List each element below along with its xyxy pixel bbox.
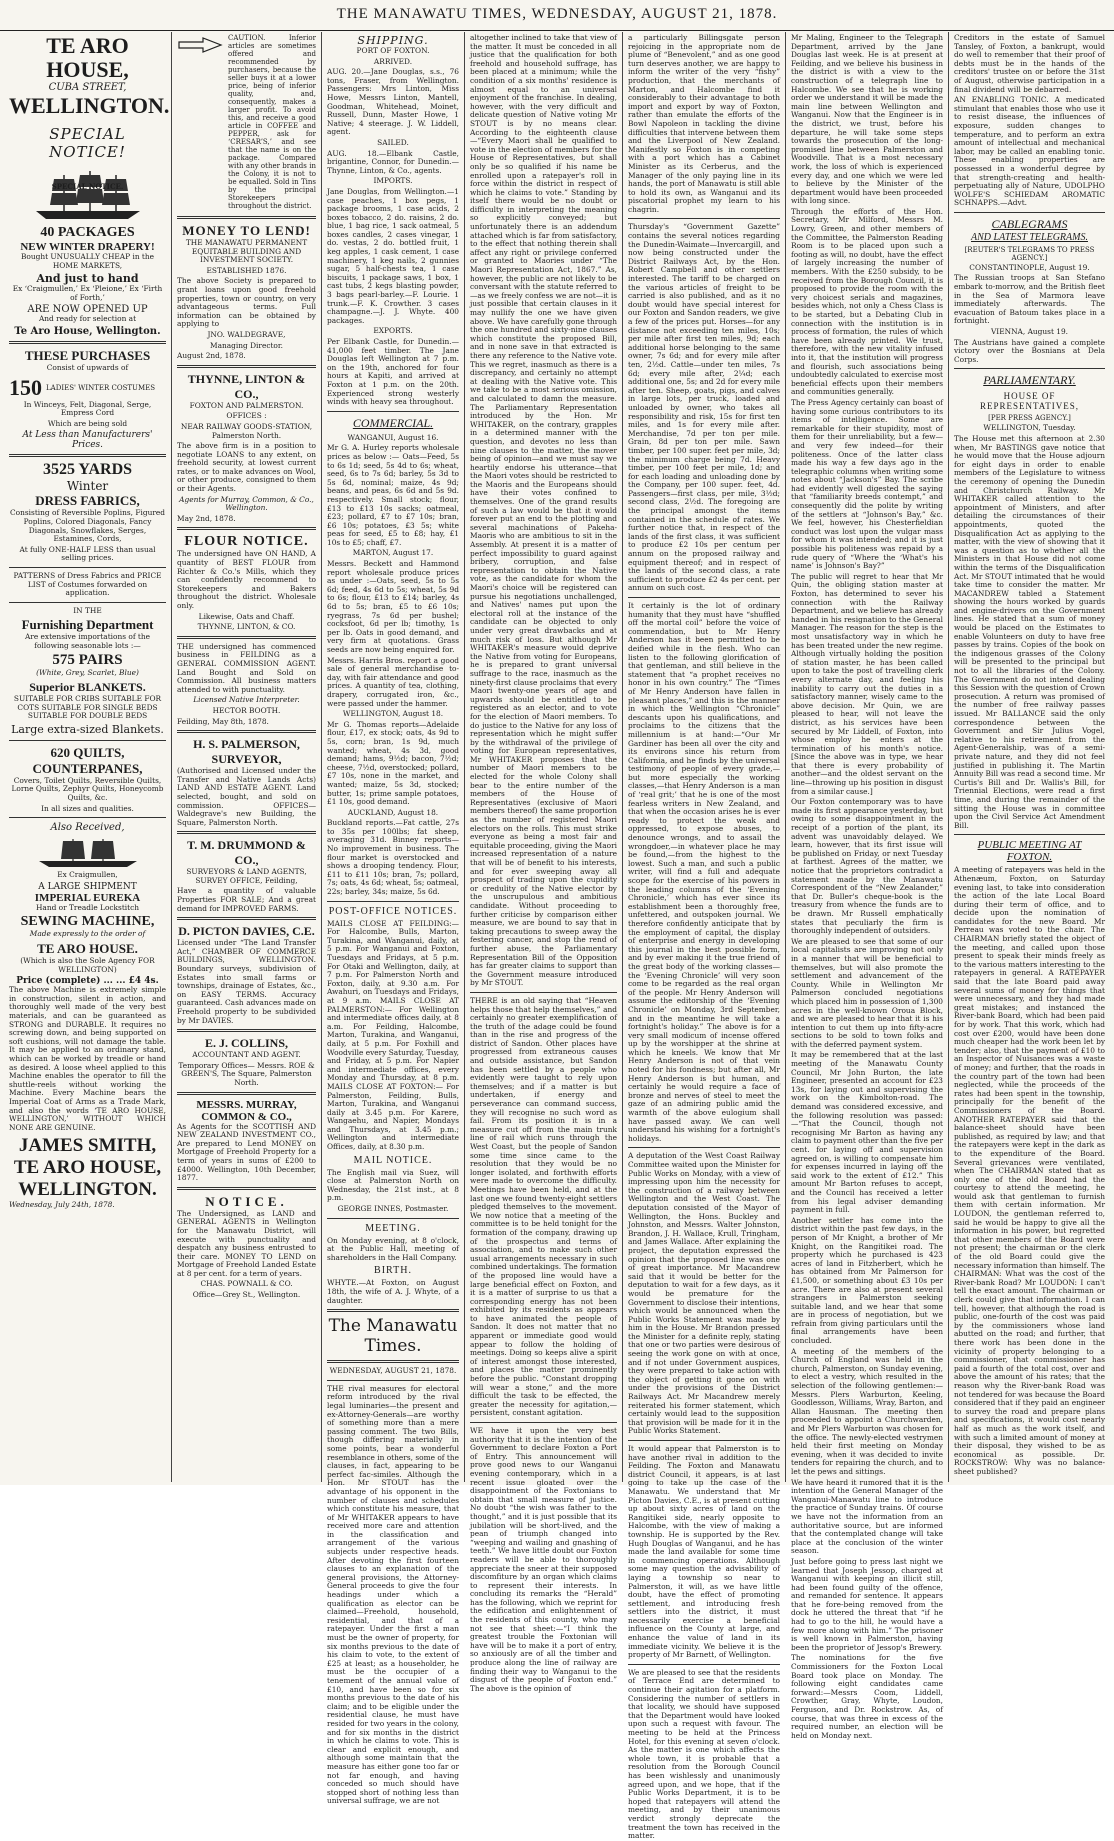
col5-text-5: It would appear that Palmerston is to have another rival in addition to the Feilding. The Foxton and Manawatu district Council, it appears, is at last going to take up the case of the Manawatu. We understand that Mr Picton Davies, C.E., is at present cutting up about sixty acres of land on the Rangitikei side, nearly opposite to Halcombe, with the view of making a township. He is supported by the Rev. Hugh Douglas of Wanganui, and he has made the land available for some time in commencing operations. Although some may question the advisability of laying a township so near to Palmerston, it will, as we have little doubt, have the effect of promoting settlement, and introducing fresh settlers into the district, it must necessarily exercise a beneficial influence on the County at large, and enhance the value of land in its immediate vicinity. We believe it is the property of Mr Barnett, of Wellington. (628, 1444, 780, 1660)
picton-davies: D. PICTON DAVIES, C.E. (178, 924, 315, 939)
vienna-date: VIENNA, August 19. (990, 327, 1069, 337)
post-office-heading: POST-OFFICE NOTICES. (328, 905, 458, 917)
money-to-lend: MONEY TO LEND! (182, 223, 311, 238)
col6-text-3: The Press Agency certainly can boast of having some curious contributors to its items of intelligence. Some are remarkable for their stupidity, most of them for their unreliability, but a few—and very few indeed—for their politeness. Once of the latter class made his way a few days ago in the telegraphic columns when writing some notes about “Jackson's” Bay. The scribe had evidently well digested the saying that “familiarity breeds contempt,” and consequently did the polite by writing of the settlers at “Johnson's Bay,” &c. We feel, however, his Chesterfieldian conduct was lost upon the vulgar mass for whom it was intended; and it is just possible his politeness was repaid by a rude query of “Where the ‘What's his name’ is Johnson's Bay?” (791, 397, 943, 571)
furnishing-in: IN THE (73, 605, 102, 615)
flour-desc: The undersigned have ON HAND, A quantity of BEST FLOUR from Richter & Co.'s Mills, which they can confidently recommend to Storekeepers and Bakers throughout the district. Wholesale only. (177, 549, 316, 610)
col6-text-10: We have heard it rumored that it is the intention of the General Manager of the Wanganui-Manawatu line to introduce the practice of Sunday trains. Of course we have not the information from an authoritative source, but are informed that the contemplated change will take place at the conclusion of the winter season. (791, 1477, 943, 1556)
imports-desc: Jane Douglas, from Wellington.—1 case peaches, 1 box pegs, 1 package brooms, 1 case acids, 2 boxes tobacco, 2 do. raisins, 2 do. blue, 1 bag rice, 1 sack oatmeal, 5 boxes candles, 2 cases vinegar, 1 do. vestas, 2 do. bottled fruit, 1 keg apples, 1 cask cement, 1 case machinery, 1 keg nails, 2 gunnies sugar, 5 half-chests tea, 1 case biscuits, 1 package saws, 1 box, 1 cast tubs, 2 kegs blasting powder, 3 bags pearl-barley.—F. Lourie. 1 trunk.—F. K. Crowther. 3 cases champagne.—J. J. Whyte. 400 packages. (327, 186, 459, 325)
auckland-date: AUCKLAND, August 18. (347, 807, 439, 817)
col5-text-2: Thursday's “Government Gazette” contains the several notices regarding the Dunedin-Waimate—Invercargill, and now being constructed under the District Railways Act, by the Hon. Robert Campbell and other settlers interested. The tariff to be charged on the various articles of freight to be carried is also published, and as it no doubt would have special interest for our Foxton and Sandon readers, we give a few of the prices put. Horses—for any distance not exceeding ten miles, 10s; per mile after first ten miles, 9d; each additional horse belonging to the same owner, 7s 6d; and for every mile after ten, 2½d. Cattle—under ten miles, 7s 6d; every mile after, 2¼d; each additional one, 5s; and 2d for every mile after ten. Sheep, goats, pigs, and calves in large lots, per truck, loaded and unloaded by owner, who takes all responsibility and risk, 15s for first ten miles, and 1s for every mile after. Merchandise, 7d per ton per mile. Grain, 8d per ton per mile. Sawn timber, per 100 super. feet per mile, 3d; the minimum charge being 7d. Heavy timber, per 100 feet per mile, 1d; and for each loading and unloading done by the Company, per 100 super. feet, 4d. Passengers—first class, per mile, 3½d; second class, 2½d. The foregoing are the principal amongst the items contained in the schedule of rates. We further notice that, in respect of the lands of the first class, it was sufficient to produce £2 10s per centum per annum on the proposed railway and equipment thereof; and in respect of the lands of the second class, a rate sufficient to produce £2 4s per cent. per annum on such cost. (628, 222, 780, 593)
hector-booth: HECTOR BOOTH. (212, 705, 281, 715)
mail-sign: GEORGE INNES, Postmaster. (337, 1204, 449, 1214)
dress-desc: Consisting of Reversible Poplins, Figured Poplins, Colored Diagonals, Fancy Diagonals, Snowflakes, Serges, Estamines, Cords, (10, 508, 165, 544)
pownall-address: Office—Grey St., Wellington. (192, 1290, 301, 1300)
ship-label: SPECIAL NOTICE. (51, 182, 124, 191)
collins-role: ACCOUNTANT AND AGENT. (192, 1050, 301, 1060)
just-to-hand: And just to hand (36, 272, 139, 286)
suitable: SUITABLE FOR CRIBS SUITABLE FOR COTS SUITABLE FOR SINGLE BEDS SUITABLE FOR DOUBLE BEDS (13, 694, 162, 721)
large-shipment: A LARGE SHIPMENT (38, 881, 137, 892)
col6-text-6: We are pleased to see that some of our local capitalists are improving not only in a manner that will be beneficial to themselves, but will also promote the settlement and advancement of the County. While in Wellington Mr Palmerson concluded negotiations which placed him in possession of 1,300 acres in the well-known Oroua Block, and we are pleased to hear that it is his intention to cut them up into fifty-acre sections to be sold to town folks and with the deferred payment system. (791, 936, 943, 1049)
marton-desc: Messrs. Beckett and Hammond report wholesale produce prices as under :—Oats, seed, 5s to 5s 6d; feed, 4s 6d to 5s; wheat, 5s 9d to 6s; flour, £13 to £14; barley, 4s 6d to 5s; bran, £5 to £6 10s; ryegrass, 7s 6d per bushel; cocksfoot, 6d per lb; timothy, 1s per lb. Oats in good demand, and very firm at quotations. Grass seeds are now being enquired for. (327, 559, 459, 654)
imports: IMPORTS. (373, 176, 413, 186)
house-of-reps: HOUSE OF REPRESENTATIVES, (979, 391, 1080, 412)
editorial-text: THE rival measures for electoral reform introduced by the rival legal luminaries—the present and ex-Attorney-Generals—are worthy of something more than a mere passing comment. The two Bills, though differing materially in some points, bear a wonderful resemblance in others, some of the clauses, in fact, appearing to be perfect fac-similes. Although the Hon. Mr STOUT has the advantage of his opponent in the number of clauses and schedules which constitute his measure, that of Mr WHITAKER appears to have received more care and attention in the classification and arrangement of the various subjects under respective heads. After devoting the first fourteen clauses to an explanation of the general provisions, the Attorney-General proceeds to give the four headings under which a qualification as elector can be claimed—Freehold, household, residential, and that of a ratepayer. Under the first a man must be the owner of property, for six months previous to the date of his claim to vote, to the extent of £25 at least; as a householder, he must be the occupier of a tenement of the annual value of £10, and have been so for six months previous to the date of his claim; and to be eligible under the residential clause, he must have resided for two years in the colony, and for six months in the district in which he claims to vote. This is clear and explicit enough, and although some maintain that the measure has either gone too far or not far enough, and having conceded so much should have stopped short of nothing less than universal suffrage, we are not (327, 1383, 459, 1806)
col6-text-1: Mr Maling, Engineer to the Telegraph Department, arrived by the Jane Douglas last week. He is at present at Feilding, and we believe his business in the district is with a view to the construction of a telegraph line to Halcombe. We see that he is working order we understand it will be made the main line between Wellington and Wanganui. Now that the Engineer is in the district, we trust, before his departure, he will take some steps towards the prosecution of the long-promised line between Palmerston and Woodville. That is a most necessary work, the loss of which is experienced every day, and one which we were led to believe by the Minister of the department would have been proceeded with long since. (791, 33, 943, 206)
less-price: At Less than Manufacturers' Prices. (22, 430, 153, 451)
ad-date: Wednesday, July 24th, 1878. (9, 1200, 115, 1210)
wanganui-desc: Mr G. A. Hurley reports wholesale prices as below :— Oats—Feed, 5s to 6s 1d; seed, 5s 4d to 6s; wheat, seed, 6s to 7s 6d; barley, 5s 3d to 5s 6d, nominal; maize, 4s 9d; beans, and peas, 6s 6d and 5s 9d. respectively. Small stock; flour, £13 to £13 10s sacks; oatmeal, £23; pollard, £7 to £7 10s; bran, £6 10s; potatoes, £3 5s; white peas for seed, £5 to £8; hay, £1 10s to £5; chaff, £7. (327, 443, 459, 547)
drummond: T. M. DRUMMOND & CO., (187, 838, 306, 868)
latest-telegrams-heading: AND LATEST TELEGRAMS. (971, 231, 1088, 243)
sole-agency: (Which is also the Sole Agency FOR WELLINGTON) (20, 956, 155, 974)
arrived: ARRIVED. (373, 56, 413, 66)
column-1 (4, 32, 172, 1482)
birth-desc: WHYTE.—At Foxton, on August 18th, the wife of A. J. Whyte, of a daughter. (327, 1278, 459, 1305)
masthead-title: THE MANAWATU TIMES, WEDNESDAY, AUGUST 21, 1878. (336, 6, 778, 22)
ladies-costumes: LADIES' WINTER COSTUMES (46, 383, 156, 392)
commercial-heading: COMMERCIAL. (352, 415, 434, 430)
birth-heading: BIRTH. (374, 1265, 412, 1277)
made-expressly: Made expressly to the order of (29, 929, 146, 939)
wellington-desc: Mr G. Thomas reports—Adelaide flour, £17, ex stock; oats, 4s 9d to 5s, corn; bran, 1s 9d, much wanted; wheat, 4s 3d, good demand; hams, 9½d; bacon, 7½d; cheese, 7½d, overstocked; pollard, £7 10s, none in the market, and wanted; maize, 5s 3d, stocked; butter, 1s; prime sample potatoes, £1 10s, good demand. (327, 719, 459, 807)
harris-desc: Messrs. Harris Bros. report a good sale of general merchandise to-day, with fair attendance and good prices. A quantity of tea, clothing, drapery, corrugated iron, &c., were passed under the hammer. (327, 655, 459, 708)
column-2 (172, 32, 322, 1482)
col6-text-8: Another settler has come into the district within the past few days, in the person of Mr Knight, a brother of Mr Knight, on the Rangitikei road. The property which he purchased is 423 acres of land in Fitzherbert, which he has obtained from Mr Palmerson for £1,500, or something about £3 10s per acre. There are also at present several strangers in Palmerston seeking suitable land, and we hear that some are in process of negotiation, but we refrain from giving particulars until the final arrangements have been concluded. (791, 1215, 943, 1346)
public-desc: A meeting of ratepayers was held in the Athenæum, Foxton, on Saturday evening last, to take into consideration the action of the late Local Board during their term of office, and to decide upon the nomination of candidates for the new Board. Mr Perreau was voted to the chair. The CHAIRMAN briefly stated the object of the meeting, and called upon those present to speak their minds freely as to the various matters interesting to the ratepayers in general. A RATEPAYER said that the late Board paid away several sums of money for things that were unnecessary, and they had made great mistakes; and instanced the River-bank Board, which had been paid for by work. That this work, which had cost over £200, would have been done much cheaper had the work been let by tender; also, that the payment of £10 to an Inspector of Nuisances was a waste of money; and further, that the roads in the country part of the town had been neglected, while the proceeds of the rates had been spent in the township, principally for the benefit of the Commissioners of the Board. ANOTHER RATEPAYER said that the balance-sheet should have been published, as required by law; and that the ratepayers were kept in the dark as to the expenditure of the Board. Several grievances were ventilated, when The CHAIRMAN stated that as only one of the old Board had the courtesy to attend the meeting, he would ask that gentleman to furnish them with certain information. Mr LOUDON, the gentleman referred to, said he would be happy to give all the information in his power, but regretted that other members of the Board were not present; the chairman or the clerk of the old Board could give the necessary information than himself. The CHAIRMAN: What was the cost of the River-bank Road? Mr LOUDON: I can't tell the exact amount. The chairman or clerk could give that information. I can tell, however, that although the road is public, one-fourth of the cost was paid by the commissioners whose land abutted on the road; and further, that there work has been done in the vicinity of property belonging to a commissioner, that commissioner has paid a fourth of the total cost, over and above the amount of his rates; that the reason why the River-bank Road was not tendered for was because the Board considered that if they paid an engineer to survey the road and prepare plans and specifications, it would cost nearly half as much as the work itself, and with such a limited amount of money at their disposal, they wished to be as economical as possible. Dr. ROCKSTROW: Why was no balance-sheet published? (954, 865, 1105, 1476)
flour-notice: FLOUR NOTICE. (184, 534, 309, 550)
vienna-desc: The Austrians have gained a complete victory over the Bosnians at Dela Corps. (954, 337, 1105, 364)
pownall: CHAS. POWNALL & CO. (200, 1279, 293, 1289)
col6-text-11: Just before going to press last night we learned that Joseph Jessop, charged at Wanganui with keeping an illicit still, had been found guilty of the offence, and remanded for sentence. It appears that he fore-being removed from the dock he uttered the threat that “if he had to go to the hill, he would have a few more along with him.” The prisoner is well known in Palmerston, having been the proprietor of Jessop's Brewery. (791, 1556, 943, 1652)
meeting-desc: On Monday evening, at 8 o'clock, at the Public Hall, meeting of shareholders in the Hall Company. (327, 1235, 459, 1262)
press-agency: [PER PRESS AGENCY.] (988, 414, 1071, 423)
te-aro-house-3: TE ARO HOUSE, (13, 1157, 162, 1179)
constantinople-desc: The Russian troops at San Stefano embark to-morrow, and the British fleet in the Sea of Marmora leave immediately afterwards. The evacuation of Batoum takes place in a fortnight. (954, 273, 1105, 326)
cablegrams-heading: CABLEGRAMS (991, 216, 1068, 231)
collins: E. J. COLLINS, (204, 1036, 289, 1051)
notice-desc: The Undersigned, as LAND and GENERAL AGENTS in Wellington for the Manawatu District, will execute with punctuality and despatch any business entrusted to their care. MONEY TO LEND on Mortgage of Freehold Landed Estate at 8 per cent. for a term of years. (177, 1208, 316, 1278)
may-date: May 2nd, 1878. (177, 513, 236, 523)
blankets: Superior BLANKETS. (29, 680, 146, 695)
waldegrave-date: August 2nd, 1878. (177, 351, 246, 361)
te-aro-house-2: TE ARO HOUSE. (37, 941, 138, 956)
pairs: 575 PAIRS (52, 652, 123, 669)
reuter-note: [REUTER'S TELEGRAMS TO PRESS AGENCY.] (964, 245, 1095, 262)
caution-text: CAUTION. Inferior articles are sometimes offered and recommended by purchasers, because the seller buys it at a lower price, being of inferior quality, and, consequently, makes a larger profit. To avoid this, and receive a good article in COFFEE and PEPPER, ask for ‘CRESAR’S,’ and see that the name is on the package. Compared with any other brands in the Colony, it is not to be equalled. Sold in Tins by the principal Storekeepers throughout the district. (228, 34, 316, 210)
opened-up: ARE NOW OPENED UP (27, 304, 148, 316)
james-smith: JAMES SMITH, (18, 1135, 157, 1157)
dress-fabrics: DRESS FABRICS, (35, 493, 140, 509)
thynne-2: THYNNE, LINTON, & CO. (197, 622, 296, 632)
packages: 40 PACKAGES (40, 225, 135, 240)
agents-murray: Agents for Murray, Common, & Co., Wellington. (179, 494, 314, 513)
booth-desc: THE undersigned has commenced business in FEILDING as a GENERAL COMMISSION AGENT. Land Bought and Sold on Commission. All business matters attended to with punctuality. (177, 641, 316, 694)
ad-city: WELLINGTON. (9, 93, 170, 118)
columns (4, 32, 1110, 1841)
mail-desc: The English mail via Suez, will close at Palmerston North on Wednesday, the 21st inst., at 8 p.m. (327, 1167, 459, 1203)
col6-text-2: Through the efforts of the Hon. Secretary, Mr Milford, Messrs M. Lowry, Green, and other members of the Committee, the Palmerston Reading Room is to be placed upon such a footing as will, no doubt, have the effect of largely increasing the number of members. With the £250 subsidy, to be received from the Borough Council, it is proposed to provide the room with the very choicest serials and magazines, besides which, not only a Chess Class is to be started, but a Debating Club in connection with the institution is in process of formation, the rules of which have been already printed. We trust, therefore, with the new vitality infused into it, that the institution will progress and flourish, such associations being undoubtedly calculated to exercise most beneficial effects upon their members and communities generally. (791, 206, 943, 397)
count-150: 150 (9, 374, 42, 400)
col6-text-12: The nominations for the five Commissioners for the Foxton Local Board took place on Monday. The following eight candidates came forward:—Messrs Coom, Liddell, Crowther, Gray, Whyte, Loudon, Ferguson, and Dr. Rockstrow. As, of course, that was three in excess of the required number, an election will be held on Monday next. (791, 1653, 943, 1740)
foxton-palmerston: FOXTON AND PALMERSTON. (189, 400, 304, 410)
davies-desc: Licensed under “The Land Transfer Act,” CHAMBER OF COMMERCE BUILDINGS, WELLINGTON. Boundary surveys, subdivision of Estates into small farms or townships, drainage of Estates, &c., on EASY TERMS. Accuracy guaranteed. Cash advances made on Freehold property to be subdivided by Mr DAVIES. (177, 938, 316, 1025)
wanganui-date: WANGANUI, August 16. (347, 432, 439, 442)
winter: Winter (66, 479, 109, 494)
port-of-foxton: PORT OF FOXTON. (356, 46, 430, 55)
times-date: WEDNESDAY, AUGUST 21, 1878. (329, 1366, 457, 1376)
fabrics-list: In Winceys, Felt, Diagonal, Serge, Empress Cord (23, 399, 152, 418)
masthead (0, 0, 1114, 31)
column-7 (949, 32, 1110, 1482)
col5-text-6: We are pleased to see that the residents of Terrace End are determined to continue their agitation for a platform. Considering the number of settlers in that locality, we should have supposed that the Department would have looked upon such a request with favour. The meeting to be held at the Princess Hotel, for this evening at seven o'clock. As the matter is one which affects the whole town, it is probable that a resolution from the Borough Council has been wishlessly and unanimously agreed upon, and we hope, that if the Public Works Department, it is to be hoped that ratepayers will attend the meeting, and by their unanimous verdict strongly deprecate the treatment the town has received in the matter. (628, 1667, 780, 1841)
society-desc: The above Society is prepared to grant loans upon good freehold properties, town or country, on very advantageous terms. Full information can be obtained by applying to (177, 276, 316, 329)
auckland-desc: Buckland reports.—Fat cattle, 27s to 35s per 100lbs; fat sheep, averaging 31d. Binney reports—No improvement in business. The flour market is overstocked and shows a drooping tendency. Flour, £11 to £11 10s; bran, 7s; pollard, 7s; oats, 4s 6d; wheat, 5s; oatmeal, 22s; barley, 34s; maize, 5s 6d. (327, 818, 459, 897)
murray-common: MESSRS. MURRAY, COMMON & CO., (196, 1098, 297, 1123)
notice-heading: NOTICE. (205, 1193, 288, 1209)
pairs-desc: (White, Grey, Scarlet, Blue) (36, 668, 139, 678)
quilts: 620 QUILTS, COUNTERPANES, (32, 744, 143, 776)
times-masthead: The Manawatu Times. (328, 1316, 458, 1357)
caution-hand-icon (177, 34, 225, 56)
palmerson: H. S. PALMERSON, SURVEYOR, (193, 737, 300, 767)
price: Price (complete) ... ... £4 4s. (16, 976, 159, 987)
likewise: Likewise, Oats and Chaff. (198, 611, 295, 621)
quilts-sizes: In all sizes and qualities. (41, 803, 134, 813)
col5-text-3: It certainly is the lot of ordinary humanity that they must have “shuffled off the mortal coil” before the voice of commendation, but to Mr Henry Anderson has it been permitted to be deified while in the flesh. Who can listen to the following glorification of that gentleman, and still believe in the statement that “a prophet receives no honor in his own country.” The “Times of Mr Henry Anderson have fallen in pleasant places,” and this is the manner in which the Wellington “Chronicle” descants upon his qualifications, and proclaims to the citizens that the millennium is at hand:—“Our Mr Gardiner has been all over the city and its environs since his return from California, and he finds by the universal testimony of people of every grade,—but more especially the working classes,—that Henry Anderson is a man of ‘real grit;’ that he is one of the most fearless writers in New Zealand, and that when the occasion arises he is ever ready to protect the weak and oppressed, to expose abuses, to denounce wrongs, and to assail the wrongdoer,—in whatever place he may be found,—from the highest to the lowest. Such a man, and such a public writer, will find a full and adequate scope for the exercise of his powers in the leading columns of the ‘Evening Chronicle,’ which has ever since its establishment been a thoroughly free, unfettered, and outspoken journal. We therefore confidently anticipate that by the employment of capital, the display of enterprise and energy in developing this journal in the best possible form, and by ever making it the true friend of the great body of the working classes—the ‘Evening Chronicle’ will very soon come to be regarded as the real organ of the people. Mr Henry Anderson will assume the editorship of the ‘Evening Chronicle’ on Monday, 3rd September, and in the meantime he will take a fortnight's holiday.” The above is for a very small modicum of incense offered up by the worshipper at the shrine at which he kneels. We know that Mr Henry Anderson is not of that vein noted for his fondness; but after all, Mr Henry Anderson is but human, and certainly he would require a face of bronze and nerves of steel to meet the gaze of an admiring public amid the warmth of the above eulogium shall have passed away. We can well understand his wishing for a fortnight's holidays. (628, 601, 780, 1143)
thynne-linton: THYNNE, LINTON & CO., (187, 371, 306, 401)
thynne-desc: The above firm is in a position to negotiate LOANS to any extent, on freehold security, at lowest current rates, or to make advances on Wool, or other produce, consigned to them or their Agents. (177, 441, 316, 494)
patterns: PATTERNS of Dress Fabrics and PRICE LIST of Costumes forwarded on application. (13, 570, 162, 598)
public-meeting-heading: PUBLIC MEETING AT FOXTON. (977, 839, 1082, 864)
col4-text-3: WE have it upon the very best authority that it is the intention of the Government to declare Foxton a Port of Entry. This announcement will prove good news to our Wanganui evening contemporary, which in a recent issue gloated over the disappointment of the Foxtonians to obtain that small measure of justice. No doubt “the wish was father to the thought,” and it is just possible that its jubilation will be short-lived, and the pean of triumph changed into “weeping and wailing and gnashing of teeth.” We have little doubt our Foxton readers will be able to thoroughly appreciate the sneer at their supposed discomfiture by an organ which claims to represent their interests. In concluding its remarks the “Herald” has the following, which we reprint for the edification and enlightenment of the residents of this county, who may not see that sheet:—“I think the greatest trouble the Foxtonian will have will be to make it a port of entry, so anxiously are of all the timber and produce along the line of railway are finding their way to Wanganui to the disgust of the people of Foxton end.” The above is the opinion of (470, 1426, 617, 1693)
parl-wellington: WELLINGTON, Tuesday. (983, 423, 1076, 433)
col4-text-2: THERE is an old saying that “Heaven helps those that help themselves,” and certainly no greater exemplification of the truth of the adage could be found than in the rise and progress of the district of Sandon. Other places have progressed from extraneous causes and outside assistance, but Sandon has been settled by a people who evidently were taught to rely upon themselves; and if a matter is but undertaken, if energy and perseverance can command success, they will recognise no such word as fail. From its position it is in a measure cut off from the main trunk line of rail which runs through the West Coast, but the people of Sandon some time since came to the resolution that they would be no longer isolated, and forthwith efforts were made to overcome the difficulty. Meetings have been held, and at the last one we found twenty-eight settlers pledged themselves to the movement. We now notice that a meeting of the committee is to be held tonight for the formation of the company, drawing up of the prospectus and terms of association, and to make such other usual arrangements necessary in such combined undertakings. The formation of the proposed line would have a large beneficial effect on Foxton, and it is a matter of surprise to us that a corresponding energy has not been exhibited by its residents as appears to have animated the people of Sandon. It does not matter that no apparent or immediate good would appear to follow the holding of meetings. Doing so keeps alive a spirit of interest amongst those interested, and places the matter prominently before the public. “Constant dropping will wear a stone,” and the more difficult the task to be effected, the greater the necessity for agitation,—persistent, constant agitation. (470, 995, 617, 1418)
furnishing: Furnishing Department (21, 617, 154, 633)
mail-notice-heading: MAIL NOTICE. (353, 1154, 433, 1166)
yards: 3525 YARDS (42, 461, 133, 479)
parliamentary-heading: PARLIAMENTARY. (983, 373, 1076, 388)
constantinople-date: CONSTANTINOPLE, August 19. (969, 262, 1090, 272)
large-blankets: Large extra-sized Blankets. (11, 722, 164, 736)
quilts-desc: Covers, Toilet Quilts, Reversible Quilts, Lorne Quilts, Zephyr Quilts, Honeycomb Quilts, &c. (11, 775, 164, 803)
drummond-desc: Have a quantity of valuable Properties FOR SALE; And a great demand for IMPROVED FARMS. (177, 886, 316, 913)
ships-list: Ex ‘Craigmullen,’ Ex ‘Pleione,’ Ex ‘Firth of Forth,’ (12, 284, 163, 302)
ship-icon-small (33, 835, 143, 869)
ship-icon (28, 167, 148, 223)
col5-text-4: A deputation of the West Coast Railway Committee waited upon the Minister for Public Works on Monday, with a view of impressing upon him the necessity for the construction of a railway between Wellington and the West Coast. The deputation consisted of the Mayor of Wellington, the Hons. Buckley and Johnston, and Messrs. Walter Johnston, Brandon, J. H. Wallace, Krull, Tringham, and James Wallace. After explaining the project, the deputation expressed the opinion that the proposed line was one of great importance. Mr Macandrew said that it would be better for the deputation to wait for a few days, as it would be premature for the Government to disclose their intentions, which would be announced when the Public Works Statement was made by him in the House. Mr Brandon pressed the Minister for a definite reply, stating that one or two parties were desirous of seeing the work gone on with at once, and if not under Government auspices, they were prepared to take action with the object of getting it gone on with under the provisions of the District Railways Act. Mr Macandrew merely reiterated his former statement, which certainly would lead to the supposition that provision will be made for it in the Public Works Statement. (628, 1151, 780, 1436)
consist-text: Consist of upwards of (46, 362, 129, 372)
waldegrave-role: Managing Director. (210, 340, 283, 350)
column-4 (465, 32, 623, 1693)
society-estab: ESTABLISHED 1876. (206, 265, 287, 275)
furnishing-desc: Are extensive importations of the following seasonable lots :— (24, 632, 151, 650)
exports-desc: Per Elbank Castle, for Dunedin.—41,000 feet timber. The Jane Douglas left Wellington at 7 p.m. on the 19th, anchored for four hours at Kapiti, and arrived at Foxton at 1 p.m. on the 20th. Experienced strong westerly winds with heavy sea throughout. (327, 337, 459, 407)
murray-desc: As Agents for the SCOTTISH AND NEW ZEALAND INVESTMENT CO., Are prepared to Lend MONEY on Mortgage of Freehold Property for a term of years in sums of £200 to £4000. Wellington, 10th December, 1877. (177, 1121, 316, 1183)
imperial-eureka: IMPERIAL EUREKA (34, 891, 141, 904)
sold-text: Which are being sold (47, 418, 128, 428)
col6-text-9: A meeting of the members of the Church of England was held in the church, Palmerston, on Sunday evening, to elect a vestry, which resulted in the selection of the following gentlemen:—Messrs. Plers Warburton, Keeling, Goodlesson, Williams, Wray, Barton, and Allan Hausman. The meeting then proceeded to appoint a Churchwarden, and Mr Plers Warburton was chosen for the office. The newly-elected vestrymen held their first meeting on Monday evening, when it was decided to invite tenders for repairing the church, and to let the pews and sittings. (791, 1346, 943, 1476)
sailed-desc: AUG. 18.—Elbank Castle, brigantine, Connor, for Dunedin.—Thynne, Linton, & Co., agents. (327, 148, 459, 175)
col5-text-1: a particularly Billingsgate person rejoicing in the appropriate nom de plume of “Benevolent,” and as one good turn deserves another, we are happy to inform the writer of the very “fishy” production, that the merchants of Marton, and Halcombe find it considerably to their advantage to both import and export by way of Foxton, rather than emulate the efforts of the Bowl Napoleon in tackling the divine difficulties that intervene between them and the Liverpool of New Zealand. Manifestly so Foxton is in competing with a port which has a Cabinet Minister as its Cerberus, and the Manager of the only paying line in its hands, the port of Manawatu is still able to hold its own, as Wanganui and its piscatorial prophet my learn to his chagrin. (628, 33, 780, 214)
ex-craigmullen: Ex Craigmullen, (57, 870, 118, 880)
col7-text-2: AN ENABLING TONIC. A medicated stimulant that enables those who use it to resist disease, the influences of exposure, sudden changes to temperature, and to perform an extra amount of intellectual and mechanical labor, may be called an enabling tonic. These enabling properties are possessed in a wonderful degree by that strength-creating and health-perpetuating ally of Nature, UDOLPHO WOLFE'S SCHIEDAM AROMATIC SCHNAPPS.—Advt. (954, 95, 1105, 208)
drapery: NEW WINTER DRAPERY! (20, 241, 155, 253)
wellington-date: WELLINGTON, August 18. (342, 709, 444, 719)
sewing-machine: SEWING MACHINE, (20, 914, 155, 930)
half-less: At fully ONE-HALF LESS than usual selling prices. (19, 544, 156, 563)
palmerson-desc: (Authorised and Licensed under the Transfer and Native Lands Acts) LAND AND ESTATE AGENT. Land selected, bought, and sold on commission. OFFICES—Waldegrave's new Building, the Square, Palmerston North. (177, 766, 316, 827)
parl-desc: The House met this afternoon at 2.30 when, Mr BASTINGS gave notice that he would move that the House adjourn for eight days in order to enable members of the Legislature to witness the ceremony of opening the Dunedin and Christchurch Railway. Mr WHITAKER called attention to the appointment of Ministers, and after detailing the circumstances of their appointments, quoted the Disqualification Act as applying to the matter, with the view of showing that it was a question as to whether all the Ministers in that House did not come within the terms of the Disqualification Act. Mr STOUT intimated that he would take time to consider the matter. Mr MACANDREW tabled a Statement showing the hours worked by guards and engine-drivers on the Government lines. He stated that a sum of money would be placed on the Estimates to enable Volunteers on duty to have free passes by trains. Copies of the book on the indigenous grasses of the Colony will be presented to the principal but not to all the libraries of the Colony. The Government do not intend dealing this Session with the question of Crown prosecution. A return was promised of the number of free railway passes issued. Mr BALLANCE said the only correspondence between the Government and Sir Julius Vogel, relative to his retirement from the Agent-Generalship, was of a semi-private nature, and they did not feel justified in publishing it. The Martin Annuity Bill was read a second time. Mr Curtis's Bill and Dr. Wallis's Bill, for Triennial Elections, were read a first time, and during the remainder of the sitting the House was in committee upon the Civil Service Act Amendment Bill. (954, 434, 1105, 830)
col6-text-4: The public will regret to hear that Mr Quin, the obliging station master at Foxton, has determined to sever his connection with the Railway Department, and we believe has already handed in his resignation to the General Manager. The reason for the step is the most unsatisfactory way in which he has been treated under the new regime. Although virtually holding the position of station master, he has been called upon to take the post of travelling clerk every alternate day, and feeling his inability to carry out the duties in a satisfactory manner, wisely came to the above decision. Mr Quin, we are pleased to hear, will not leave the district, as his services have been secured by Mr Liddell, of Foxton, into whose employ he enters at the termination of his month's notice. [Since the above was in type, we hear that there is every probability of another—and the oldest servant on the line—throwing up his position in disgust from a similar cause.] (791, 571, 943, 796)
column-3 (322, 32, 465, 1806)
col7-text-1: Creditors in the estate of Samuel Tansley, of Foxton, a bankrupt, would do well to remember that their proof of debts must be in the hands of the creditors' trustee on or before the 31st of August, otherwise participation in a final dividend will be debarred. (954, 33, 1105, 94)
col4-text-1: altogether inclined to take that view of the matter. It must be conceded in all justice that the qualification for both freehold and household suffrage, has been placed at a minimum; while the condition of a six months' residence is almost equal to an universal enjoyment of the franchise. In dealing, however, with the very difficult and delicate question of Native voting Mr STOUT is by no means clear. According to the eighteenth clause—“Every Maori shall be qualified to vote in the election of members for the House of Representatives, but shall only be so qualified if his name be enrolled upon a ratepayer's roll in force within the district in respect of which he claims to vote.” Standing by itself there would be no doubt or difficulty in interpreting the meaning so explicitly conveyed; but unfortunately there is an addendum attached which is far from satisfactory, to the effect that nothing therein shall affect any right or privilege conferred or granted to Maories under “The Maori Representation Act, 1867.” As, however, the public are not likely to be conversant with the statute referred to—as we freely confess we are not—it is just possible that certain clauses in it may nullify the one we have given above. We have carefully gone through the one hundred and sixty-nine clauses which constitute the proposed Bill, and in none save in that extracted is there any reference to the Native vote. This we regret, inasmuch as there is a discrepancy, and certainly no attempt at dealing with the Native vote. This we take to be a most serious omission, and calculated to damn the measure. The Parliamentary Representation introduced by the Hon. Mr WHITAKER, on the contrary, grapples in a determined manner with the question, and devotes no less than nine clauses to the matter, the mover being of opinion—and we must say we heartily endorse his utterance—that the Maori votes should be restricted to the Maoris and the Europeans should have their votes confined to themselves. One of the grand results of such a law would be that it would forever put an end to the plotting and several machinations of Pakeha-Maoris who are ambitious to sit in the Assembly. At present it is a matter of perfect impossibility to guard against bribery, corruption, and false representation to obtain the Native vote, as the candidate for whom the Maori's choice will be registered can pursue his negotiations unchallenged, and Natives' names put upon the electoral roll at the instance of the candidate can be objected to only under very great drawbacks and at much risk of loss. But although Mr WHITAKER's measure would deprive the Native from voting for Europeans, he is prepared to grant universal suffrage to the race, inasmuch as the ninety-first clause proclaims that every Maori twenty-one years of age and upwards should be entitled to be registered as an elector, and to vote for the election of Maori members. To do justice to the Native for any loss of representation which he might suffer by the withdrawal of the privilege of voting for European representatives, Mr WHITAKER proposes that the number of Maori members to be elected for the whole Colony shall bear to the entire number of the members of the House of Representatives (exclusive of Maori members thereof) the same proportion as the number of registered Maori electors on the rolls. This must strike everyone as being a most fair and equitable proceeding, giving the Maori increased representation of a nature that will be of benefit to his interests, and for ever sweeping away all prospect of trading upon the cupidity or credulity of the Native elector by the unscrupulous and ambitious candidate. Without proceeding to further criticise by comparison either measure, we are bound to say that in taking precautions to sweep away the festering cancer, and stop the rend of further abuse, the Parliamentary Representation Bill of the Opposition has far greater claims to support than the Government measure introduced by Mr STOUT. (470, 33, 617, 988)
col6-text-7: It may be remembered that at the last meeting of the Manawatu County Council, Mr John Burton, the late Engineer, presented an account for £23 13s, for laying out and supervising the work on the Kimbolton-road. The demand was considered excessive, and the following resolution was passed:—“That the Council, though not recognising Mr Barton as having any claim to payment other than the five per cent. for laying off and supervision agreed on, is willing to compensate him for expenses incurred in laying off the said work to the extent of £12.” This amount Mr Barton refuses to accept, and the Council has received a letter from his legal adviser demanding payment in full. (791, 1050, 943, 1215)
offices: OFFICES : (226, 411, 267, 421)
collins-desc: Temporary Offices— Messrs. ROE & GREEN'S, The Square, Palmerston North. (178, 1060, 315, 1087)
te-aro-house: Te Aro House, Wellington. (14, 325, 161, 337)
bought-text: Bought UNUSUALLY CHEAP in the HOME MARKETS, (20, 252, 155, 270)
licensed-interpreter: Licensed Native Interpreter. (193, 695, 300, 705)
column-5 (623, 32, 786, 1841)
drummond-role: SURVEYORS & LAND AGENTS, SURVEY OFFICE, Feilding, (186, 867, 307, 885)
shipping-heading: SHIPPING. (357, 34, 429, 47)
exports: EXPORTS. (373, 326, 413, 336)
machine-desc: The above Machine is extremely simple in construction, silent in action, and thoroughly well made of the very best materials, and can be guaranteed as STRONG and DURABLE. It requires no screwing down, and being supported on soft cushions, will not damage the table. It may be applied to an ordinary stand, which can be worked by treadle or hand as desired. A loose wheel applied to this Machine enables the operator to fill the shuttle-reels without working the Machine. Every Machine bears the Imperial Coat of Arms as a Trade Mark, and also the words ‘TE ARO HOUSE, WELLINGTON,’ WITHOUT WHICH NONE ARE GENUINE. (9, 985, 166, 1132)
marton-date: MARTON, August 17. (352, 548, 434, 558)
column-6 (786, 32, 949, 1740)
ad-street: CUBA STREET, (48, 82, 127, 93)
waldegrave: JNO. WALDEGRAVE, (207, 329, 286, 339)
wellington-3: WELLINGTON. (18, 1179, 157, 1201)
near-station: NEAR RAILWAY GOODS-STATION, Palmerston North. (180, 421, 313, 440)
society-name: THE MANAWATU PERMANENT EQUITABLE BUILDING AND INVESTMENT SOCIETY. (185, 238, 308, 265)
also-received: Also Received, (50, 822, 125, 834)
ad-title: TE ARO HOUSE, (46, 33, 129, 82)
booth-date: Feilding, May 8th, 1878. (177, 716, 269, 726)
ready-text: And ready for selection at (38, 314, 137, 324)
arrived-desc: AUG. 20.—Jane Douglas, s.s., 76 tons, Fraser, from Wellington. Passengers: Mrs Linton, Miss Howe, Messrs Linton, Mantell, Goodman, Whitehead, Moinet, Russell, Dunn, Master Howe, 1 Native; 4 steerage. J. W. Liddell, agent. (327, 67, 459, 137)
hand-treadle: Hand or Treadle Lockstitch (35, 902, 140, 912)
post-desc: MAILS CLOSE AT FEILDING:— For Halcombe, Bulls, Marton, Turakina, and Wanganui, daily, at 5 p.m. For Wanganui and Foxton, Tuesdays and Fridays, at 5 p.m. For Otaki and Wellington, daily, at 7 p.m. For Palmerston North and Foxton, daily, at 9.30 a.m. For Awahuri, on Tuesdays and Fridays, at 9 a.m. MAILS CLOSE AT PALMERSTON:— For Wellington and intermediate offices daily, at 8 a.m. For Feilding, Halcombe, Marton, Turakina, and Wanganui, daily, at 5 p.m. For Foxhill and Woodville every Saturday, Tuesday, and Friday, at 5 p.m. For Napier and intermediate offices, every Monday and Thursday, at 8 p.m. MAILS CLOSE AT FOXTON:— For Palmerston, Feilding, Bulls, Marton, Turakina, and Wanganui daily at 3.45 p.m. For Karere, Wangaehu, and Napier, Mondays and Thursdays, at 3.45 p.m.; Wellington and intermediate Offices, daily, at 8.30 p.m. (327, 918, 459, 1152)
sailed: SAILED. (377, 137, 409, 147)
these-purchases: THESE PURCHASES (24, 347, 151, 363)
col6-text-5: Our Foxton contemporary was to have made its first appearance yesterday, but owing to some disappointment in the receipt of a portion of the plant, its advent was unavoidably delayed. We learn, however, that its first issue will be published on Friday, or next Tuesday at farthest. Agrees of the matter, we notice that the proprietors contradict a statement made by the Manawatu Correspondent of the “New Zealander,” that Dr. Buller's cheque-book is the treasury from whence the funds are to be drawn. Mr Russell emphatically states that peculiarly the firm is thoroughly independent of outsiders. (791, 797, 943, 936)
meeting-heading: MEETING. (365, 1222, 421, 1234)
special-notice: SPECIAL NOTICE! (49, 125, 126, 161)
